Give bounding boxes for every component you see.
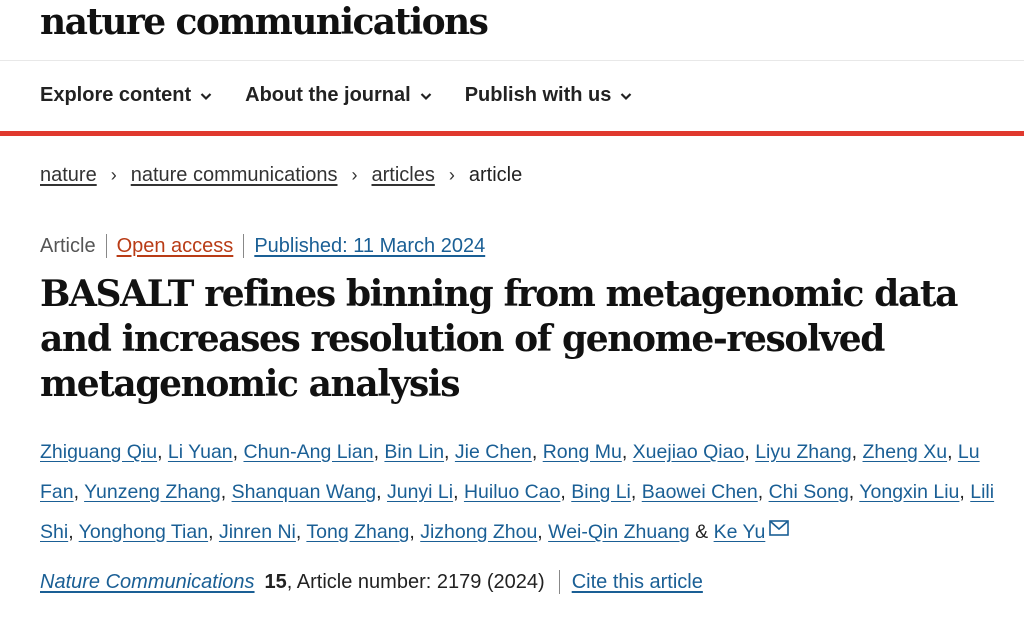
open-access-link[interactable]: Open access [116, 234, 234, 257]
author-link[interactable]: Chi Song [768, 481, 849, 503]
author-list [40, 432, 1000, 552]
breadcrumb-nature-communications[interactable]: nature communications [130, 164, 338, 186]
author-ampersand: & [689, 521, 714, 543]
chevron-down-icon [419, 89, 433, 103]
author-separator: , [232, 441, 244, 463]
author-link[interactable]: Yongxin Liu [859, 481, 960, 503]
chevron-right-icon: › [110, 165, 117, 185]
nav-item-label: Explore content [40, 84, 192, 106]
journal-link[interactable]: Nature Communications [40, 570, 255, 593]
main-nav [40, 84, 665, 107]
author-link[interactable]: Rong Mu [542, 441, 622, 463]
author-separator: , [373, 441, 385, 463]
header-divider [0, 60, 1024, 61]
author-link[interactable]: Junyi Li [386, 481, 454, 503]
author-separator: , [757, 481, 769, 503]
author-link[interactable]: Jinren Ni [218, 521, 296, 543]
author-separator: , [157, 441, 168, 463]
author-separator: , [848, 481, 860, 503]
author-separator: , [851, 441, 863, 463]
author-link[interactable]: Yunzeng Zhang [84, 481, 221, 503]
meta-divider [106, 234, 107, 258]
nav-item-label: About the journal [245, 84, 411, 106]
article-meta [40, 234, 485, 258]
brand-logo[interactable]: nature communications [40, 1, 488, 43]
author-link[interactable]: Liyu Zhang [755, 441, 852, 463]
author-link[interactable]: Yonghong Tian [78, 521, 209, 543]
author-separator: , [68, 521, 79, 543]
author-link[interactable]: Lili Shi [40, 481, 995, 543]
author-link[interactable]: Ke Yu [713, 521, 766, 543]
author-separator: , [959, 481, 971, 503]
published-date-link[interactable]: Published: 11 March 2024 [254, 234, 486, 257]
author-separator: , [444, 441, 455, 463]
author-link[interactable]: Baowei Chen [641, 481, 758, 503]
nav-item-label: Publish with us [464, 84, 612, 106]
chevron-right-icon: › [351, 165, 358, 185]
breadcrumb [40, 164, 522, 187]
breadcrumb-nature[interactable]: nature [40, 164, 97, 186]
nav-explore-content[interactable] [40, 84, 213, 107]
author-link[interactable]: Jizhong Zhou [420, 521, 538, 543]
author-separator: , [744, 441, 756, 463]
author-separator: , [947, 441, 958, 463]
author-link[interactable]: Wei-Qin Zhuang [548, 521, 690, 543]
author-link[interactable]: Xuejiao Qiao [632, 441, 745, 463]
article-number: , Article number: 2179 (2024) [286, 570, 545, 593]
author-link[interactable]: Zhiguang Qiu [40, 441, 158, 463]
accent-bar [0, 131, 1024, 136]
nav-publish-with-us[interactable] [465, 84, 634, 107]
author-separator: , [531, 441, 543, 463]
author-link[interactable]: Lu Fan [40, 441, 980, 503]
author-separator: , [630, 481, 642, 503]
author-separator: , [453, 481, 464, 503]
nav-about-journal[interactable] [245, 84, 433, 107]
author-link[interactable]: Chun-Ang Lian [243, 441, 374, 463]
author-separator: , [73, 481, 85, 503]
article-type: Article [40, 234, 96, 257]
meta-divider [243, 234, 244, 258]
volume: 15 [264, 570, 287, 593]
author-link[interactable]: Bing Li [571, 481, 631, 503]
author-separator: , [208, 521, 219, 543]
breadcrumb-articles[interactable]: articles [371, 164, 435, 186]
author-separator: , [376, 481, 387, 503]
chevron-down-icon [619, 89, 633, 103]
chevron-right-icon: › [448, 165, 455, 185]
author-separator: , [621, 441, 633, 463]
author-separator: , [409, 521, 421, 543]
author-link[interactable]: Jie Chen [454, 441, 532, 463]
cite-this-article-link[interactable]: Cite this article [571, 570, 703, 593]
citation-line [40, 570, 703, 594]
author-link[interactable]: Zheng Xu [862, 441, 948, 463]
author-link[interactable]: Bin Lin [384, 441, 445, 463]
author-link[interactable]: Li Yuan [167, 441, 233, 463]
chevron-down-icon [199, 89, 213, 103]
citation-divider [559, 570, 560, 594]
author-link[interactable]: Shanquan Wang [231, 481, 377, 503]
author-separator: , [560, 481, 572, 503]
author-separator: , [295, 521, 307, 543]
mail-icon[interactable] [769, 520, 789, 536]
article-title: BASALT refines binning from metagenomic data and increases resolution of genome-resolved metagenomic analysis [40, 273, 958, 405]
author-link[interactable]: Tong Zhang [306, 521, 410, 543]
author-separator: , [537, 521, 549, 543]
author-link[interactable]: Huiluo Cao [463, 481, 561, 503]
author-separator: , [220, 481, 232, 503]
breadcrumb-current: article [468, 164, 523, 186]
